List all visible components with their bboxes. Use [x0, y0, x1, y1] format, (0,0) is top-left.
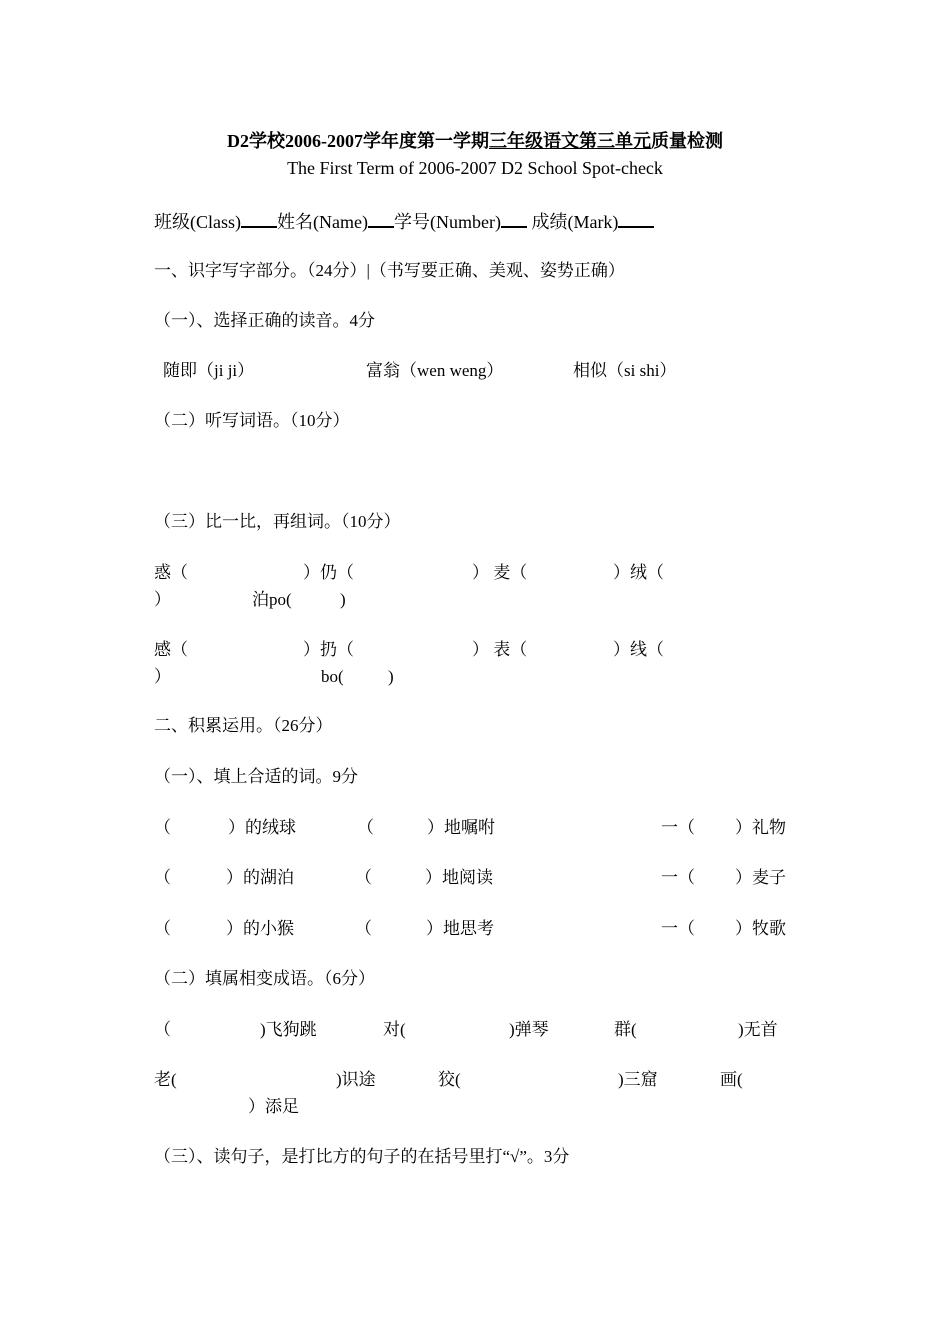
idiom-cell: （ — [154, 1020, 171, 1039]
pinyin-item: 随即（ji ji） — [163, 361, 255, 380]
name-label: 姓名(Name) — [277, 212, 368, 232]
compare-cell: 泊po( — [252, 590, 292, 609]
fill-cell: （ — [355, 919, 372, 938]
fill-cell: （ — [355, 868, 372, 887]
pinyin-item: 富翁（wen weng） — [366, 361, 504, 380]
part2-heading: 二、积累运用。（26分） — [154, 716, 333, 735]
fill-cell: ）地思考 — [426, 919, 494, 938]
fill-cell: ）地嘱咐 — [427, 818, 495, 837]
idiom-cell: 狡( — [438, 1070, 461, 1089]
class-blank[interactable] — [241, 210, 277, 228]
compare-cell: ）绒（ — [613, 563, 664, 582]
fill-cell: ）麦子 — [735, 868, 786, 887]
fill-cell: 一（ — [661, 868, 695, 887]
compare-cell: 惑（ — [154, 563, 188, 582]
page-title — [0, 130, 950, 152]
part2-sec1-heading: （一）、填上合适的词。9分 — [154, 767, 358, 786]
fill-cell: ）的湖泊 — [226, 868, 294, 887]
idiom-cell: 老( — [154, 1070, 177, 1089]
idiom-cell: )识途 — [336, 1070, 376, 1089]
title-part: 质量检测 — [651, 131, 723, 151]
compare-cell: ）仍（ — [303, 563, 354, 582]
part1-sec2-heading: （二）听写词语。（10分） — [154, 411, 350, 430]
part2-sec3-heading: （三）、读句子，是打比方的句子的在括号里打“√”。3分 — [154, 1147, 570, 1166]
idiom-cell: 对( — [383, 1020, 406, 1039]
number-blank[interactable] — [501, 210, 527, 228]
student-info-line — [154, 210, 654, 233]
part1-sec1-heading: （一）、选择正确的读音。4分 — [154, 311, 375, 330]
pinyin-item: 相似（si shi） — [573, 361, 677, 380]
fill-cell: 一（ — [661, 919, 695, 938]
class-label: 班级(Class) — [154, 212, 241, 232]
name-blank[interactable] — [368, 210, 394, 228]
compare-cell: ） 表（ — [472, 640, 528, 659]
fill-cell: ）礼物 — [735, 818, 786, 837]
fill-cell: ）的绒球 — [228, 818, 296, 837]
fill-cell: 一（ — [661, 818, 695, 837]
compare-cell: ) — [340, 590, 346, 609]
fill-cell: （ — [154, 818, 171, 837]
fill-cell: （ — [357, 818, 374, 837]
idiom-cell: )飞狗跳 — [260, 1020, 317, 1039]
idiom-cell: )弹琴 — [509, 1020, 549, 1039]
title-underlined-part: 三年级语文第三单元 — [489, 131, 651, 151]
compare-cell: ) — [388, 667, 394, 686]
mark-label: 成绩(Mark) — [531, 212, 619, 232]
idiom-cell: )无首 — [738, 1020, 778, 1039]
number-label: 学号(Number) — [393, 212, 501, 232]
compare-cell: ）扔（ — [303, 640, 354, 659]
page-subtitle: The First Term of 2006-2007 D2 School Spot-check — [287, 158, 663, 178]
idiom-cell: 画( — [720, 1070, 743, 1089]
mark-blank[interactable] — [618, 210, 654, 228]
fill-cell: ）牧歌 — [735, 919, 786, 938]
idiom-cell: )三窟 — [618, 1070, 658, 1089]
compare-cell: ） — [154, 590, 171, 609]
compare-cell: ） — [154, 667, 171, 686]
compare-cell: bo( — [321, 667, 344, 686]
fill-cell: ）地阅读 — [425, 868, 493, 887]
fill-cell: （ — [154, 868, 171, 887]
compare-cell: ） 麦（ — [472, 563, 528, 582]
idiom-cell: ）添足 — [248, 1097, 299, 1116]
part2-sec2-heading: （二）填属相变成语。（6分） — [154, 969, 375, 988]
part1-sec3-heading: （三）比一比，再组词。（10分） — [154, 512, 401, 531]
part1-heading: 一、识字写字部分。（24分）|（书写要正确、美观、姿势正确） — [154, 261, 625, 280]
fill-cell: ）的小猴 — [226, 919, 294, 938]
fill-cell: （ — [154, 919, 171, 938]
compare-cell: ）线（ — [613, 640, 664, 659]
title-part: D2学校2006-2007学年度第一学期 — [227, 131, 489, 151]
idiom-cell: 群( — [614, 1020, 637, 1039]
compare-cell: 感（ — [154, 640, 188, 659]
